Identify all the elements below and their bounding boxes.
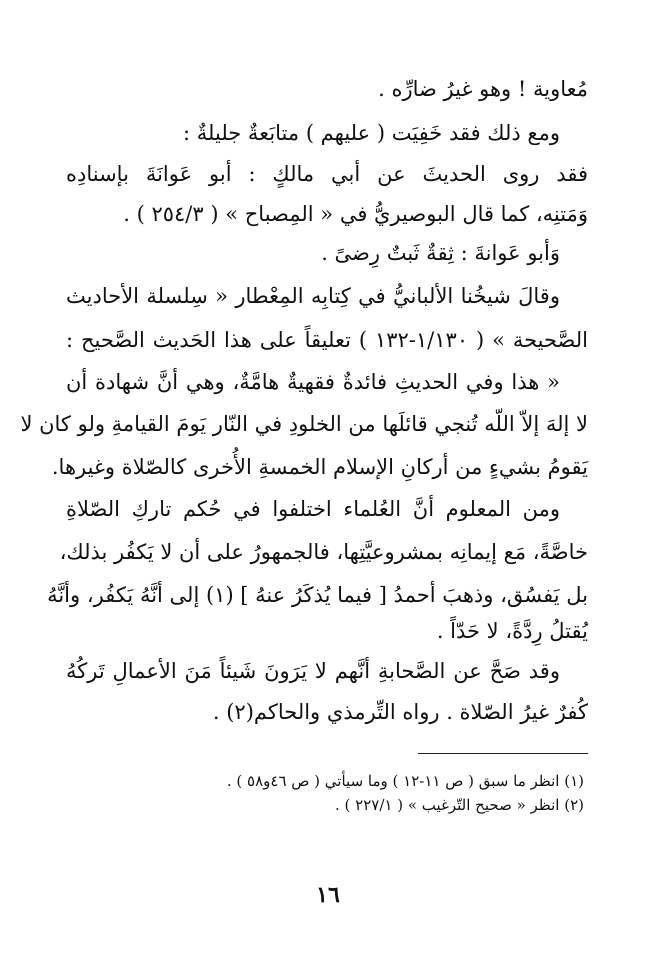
body-line-13: بل يَفسُق، وذهبَ أحمدُ [ فيما يُذكَرُ عنهُ ] (١) إلى أنَّهُ يَكفُر، وأنَّهُ [47, 583, 588, 607]
body-line-10: يَقومُ بشيءٍ من أركانِ الإسلام الخمسةِ الأُخرى كالصّلاة وغيرها. [51, 455, 588, 479]
body-line-3: فقد روى الحديثَ عن أبي مالكٍ : أبو عَوانَةَ بإسنادِه [66, 162, 588, 186]
body-line-16: كُفرٌ غيرُ الصّلاة . رواه التِّرمذي والحاكم(٢) . [212, 700, 588, 724]
body-line-11: ومن المعلوم أنَّ العُلماء اختلفوا في حُكم تاركِ الصّلاةِ [66, 497, 560, 521]
body-line-1: مُعاوية ! وهو غيرُ ضارِّه . [378, 77, 588, 101]
footnote-1: (١) انظر ما سبق ( ص ١١-١٢ ) وما سيأتي ( ص ٤٦و٥٨ ) . [226, 772, 584, 790]
body-line-7: الصَّحيحة » ( ١/١٣٠-١٣٢ ) تعليقاً على هذا الحَديث الصَّحيح : [66, 328, 589, 352]
body-line-2: ومع ذلك فقد خَفِيَت ( عليهم ) متابَعةٌ جليلةٌ : [183, 121, 560, 145]
body-line-8: « هذا وفي الحديثِ فائدةٌ فقهيةٌ هامَّةٌ، وهي أنَّ شهادة أن [66, 370, 560, 394]
body-line-5: وَأبو عَوانةَ : ثِقةٌ ثَبتٌ رِضىً . [321, 241, 560, 265]
body-line-4: وَمَتنِه، كما قال البوصيريُّ في « المِصباح » ( ٢٥٤/٣ ) . [123, 202, 588, 226]
body-line-9: لا إلهَ إلاّ اللّه تُنجي قائلَها من الخلودِ في النّار يَومَ القيامةِ ولو كان لا [20, 412, 588, 436]
body-line-6: وقالَ شيخُنا الألبانيُّ في كِتابِه المِعْطار « سِلسلة الأحاديث [66, 284, 560, 308]
footnote-2: (٢) انظر « صحيح التّرغيب » ( ٢٢٧/١ ) . [335, 796, 584, 814]
body-line-14: يُقتلُ رِدَّةً، لا حَدّاً . [436, 619, 588, 643]
body-line-12: خاصَّةً، مَع إيمانِه بمشروعيَّتِها، فالجمهورُ على أن لا يَكفُر بذلك، [59, 540, 588, 564]
footnote-separator [418, 753, 588, 754]
body-line-15: وقد صَحَّ عن الصَّحابةِ أنَّهم لا يَرَونَ شَيئاً مَنَ الأعمالِ تَركُهُ [66, 659, 560, 683]
page-number: ١٦ [316, 882, 340, 908]
